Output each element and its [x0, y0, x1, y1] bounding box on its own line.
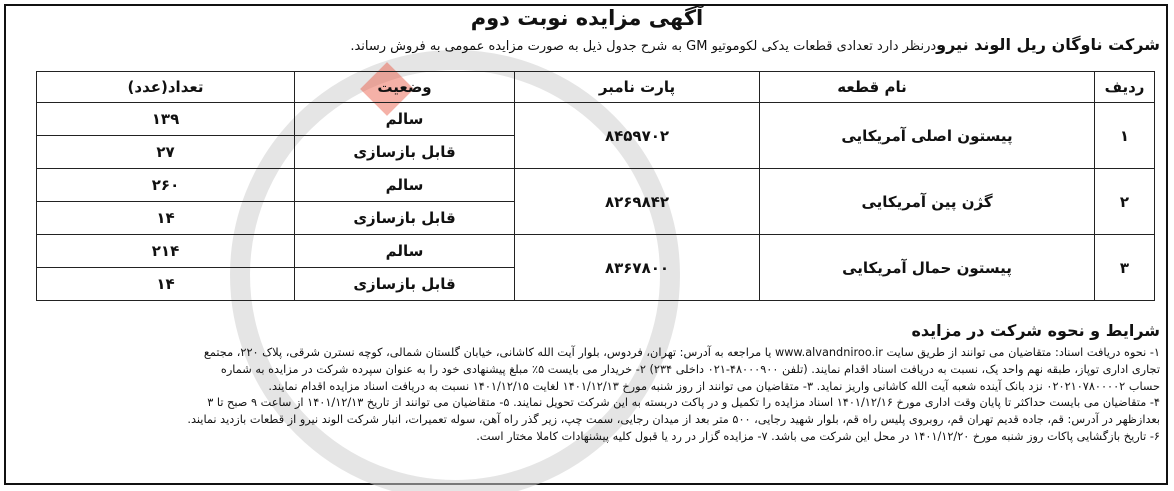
header-count: تعداد(عدد) [37, 72, 295, 103]
table-row [37, 103, 1155, 136]
intro-body: درنظر دارد تعدادی قطعات یدکی لکوموتیو GM به شرح جدول ذیل به صورت مزایده عمومی به فروش رساند. [350, 39, 937, 54]
intro-text [14, 35, 1160, 54]
terms-line: بعدازظهر در آدرس: قم، جاده قدیم تهران قم، روبروی پلیس راه قم، بلوار شهید رجایی، ۵۰۰ متر بعد از میدان رجایی، سمت چپ، زیر گذر راه آهن، سوله تعمیرات، انبار شرکت الوند نیرو از قطعات بازدید نمایند. [187, 413, 1160, 427]
status-cell: سالم [295, 235, 515, 268]
part-name: پیستون حمال آمریکایی [760, 235, 1095, 301]
table-row [37, 235, 1155, 268]
row-number: ۲ [1095, 169, 1155, 235]
ad-title: آگهی مزایده نوبت دوم [470, 6, 704, 30]
part-name: پیستون اصلی آمریکایی [760, 103, 1095, 169]
status-cell: قابل بازسازی [295, 202, 515, 235]
terms-line: ۶- تاریخ بازگشایی پاکات روز شنبه مورخ ۱۴۰۱/۱۲/۲۰ در محل این شرکت می باشد. ۷- مزایده گزار در رد یا قبول کلیه پیشنهادات کاملا مختار است. [476, 429, 1160, 443]
part-number: ۸۳۶۷۸۰۰ [515, 235, 760, 301]
count-cell: ۲۷ [37, 136, 295, 169]
part-name: گژن پین آمریکایی [760, 169, 1095, 235]
count-cell: ۱۴ [37, 268, 295, 301]
row-number: ۳ [1095, 235, 1155, 301]
count-cell: ۲۶۰ [37, 169, 295, 202]
row-number: ۱ [1095, 103, 1155, 169]
status-cell: سالم [295, 103, 515, 136]
header-row-number: ردیف [1095, 72, 1155, 103]
terms-line: تجاری اداری توپاز، طبقه نهم واحد یک، نسبت به دریافت اسناد اقدام نمایند. (تلفن ۴۸۰۰۰۹۰۰-۰۲۱ داخلی ۲۳۴) ۲- خریدار می بایست ۵٪ مبلغ پیشنهادی خود را به عنوان سپرده شرکت در مزایده به شماره [220, 362, 1160, 376]
count-cell: ۱۳۹ [37, 103, 295, 136]
header-status: وضعیت [295, 72, 515, 103]
count-cell: ۲۱۴ [37, 235, 295, 268]
status-cell: قابل بازسازی [295, 268, 515, 301]
terms-line: ۴- متقاضیان می بایست حداکثر تا پایان وقت اداری مورخ ۱۴۰۱/۱۲/۱۶ اسناد مزایده را تکمیل و در پاکت دربسته به این شرکت تحویل نمایند. ۵- متقاضیان می توانند از تاریخ ۱۴۰۱/۱۲/۱۳ از ساعت ۹ صبح تا ۳ [207, 396, 1160, 410]
header-part-name: نام قطعه [760, 72, 1095, 103]
count-cell: ۱۴ [37, 202, 295, 235]
header-part-number: پارت نامبر [515, 72, 760, 103]
part-number: ۸۲۶۹۸۴۲ [515, 169, 760, 235]
table-row [37, 169, 1155, 202]
terms-body [14, 345, 1160, 446]
part-number: ۸۴۵۹۷۰۲ [515, 103, 760, 169]
table-header-row [37, 72, 1155, 103]
company-name: شرکت ناوگان ریل الوند نیرو [936, 35, 1160, 54]
status-cell: سالم [295, 169, 515, 202]
terms-line: ۱- نحوه دریافت اسناد: متقاضیان می توانند از طریق سایت www.alvandniroo.ir یا مراجعه به آدرس: تهران، فردوس، بلوار آیت الله کاشانی، خیابان گلستان شمالی، کوچه نسترن شرقی، پلاک ۲۲۰، مجتمع [203, 346, 1160, 359]
parts-table [36, 71, 1155, 301]
status-cell: قابل بازسازی [295, 136, 515, 169]
terms-line: حساب ۰۲۰۲۱۰۷۸۰۰۰۰۲ نزد بانک آینده شعبه آیت الله کاشانی واریز نماید. ۳- متقاضیان می توانند از روز شنبه مورخ ۱۴۰۱/۱۲/۱۳ لغایت ۱۴۰۱/۱۲/۱۵ نسبت به دریافت اسناد مزایده اقدام نمایند. [268, 379, 1160, 393]
terms-title: شرایط و نحوه شرکت در مزایده [911, 321, 1160, 340]
